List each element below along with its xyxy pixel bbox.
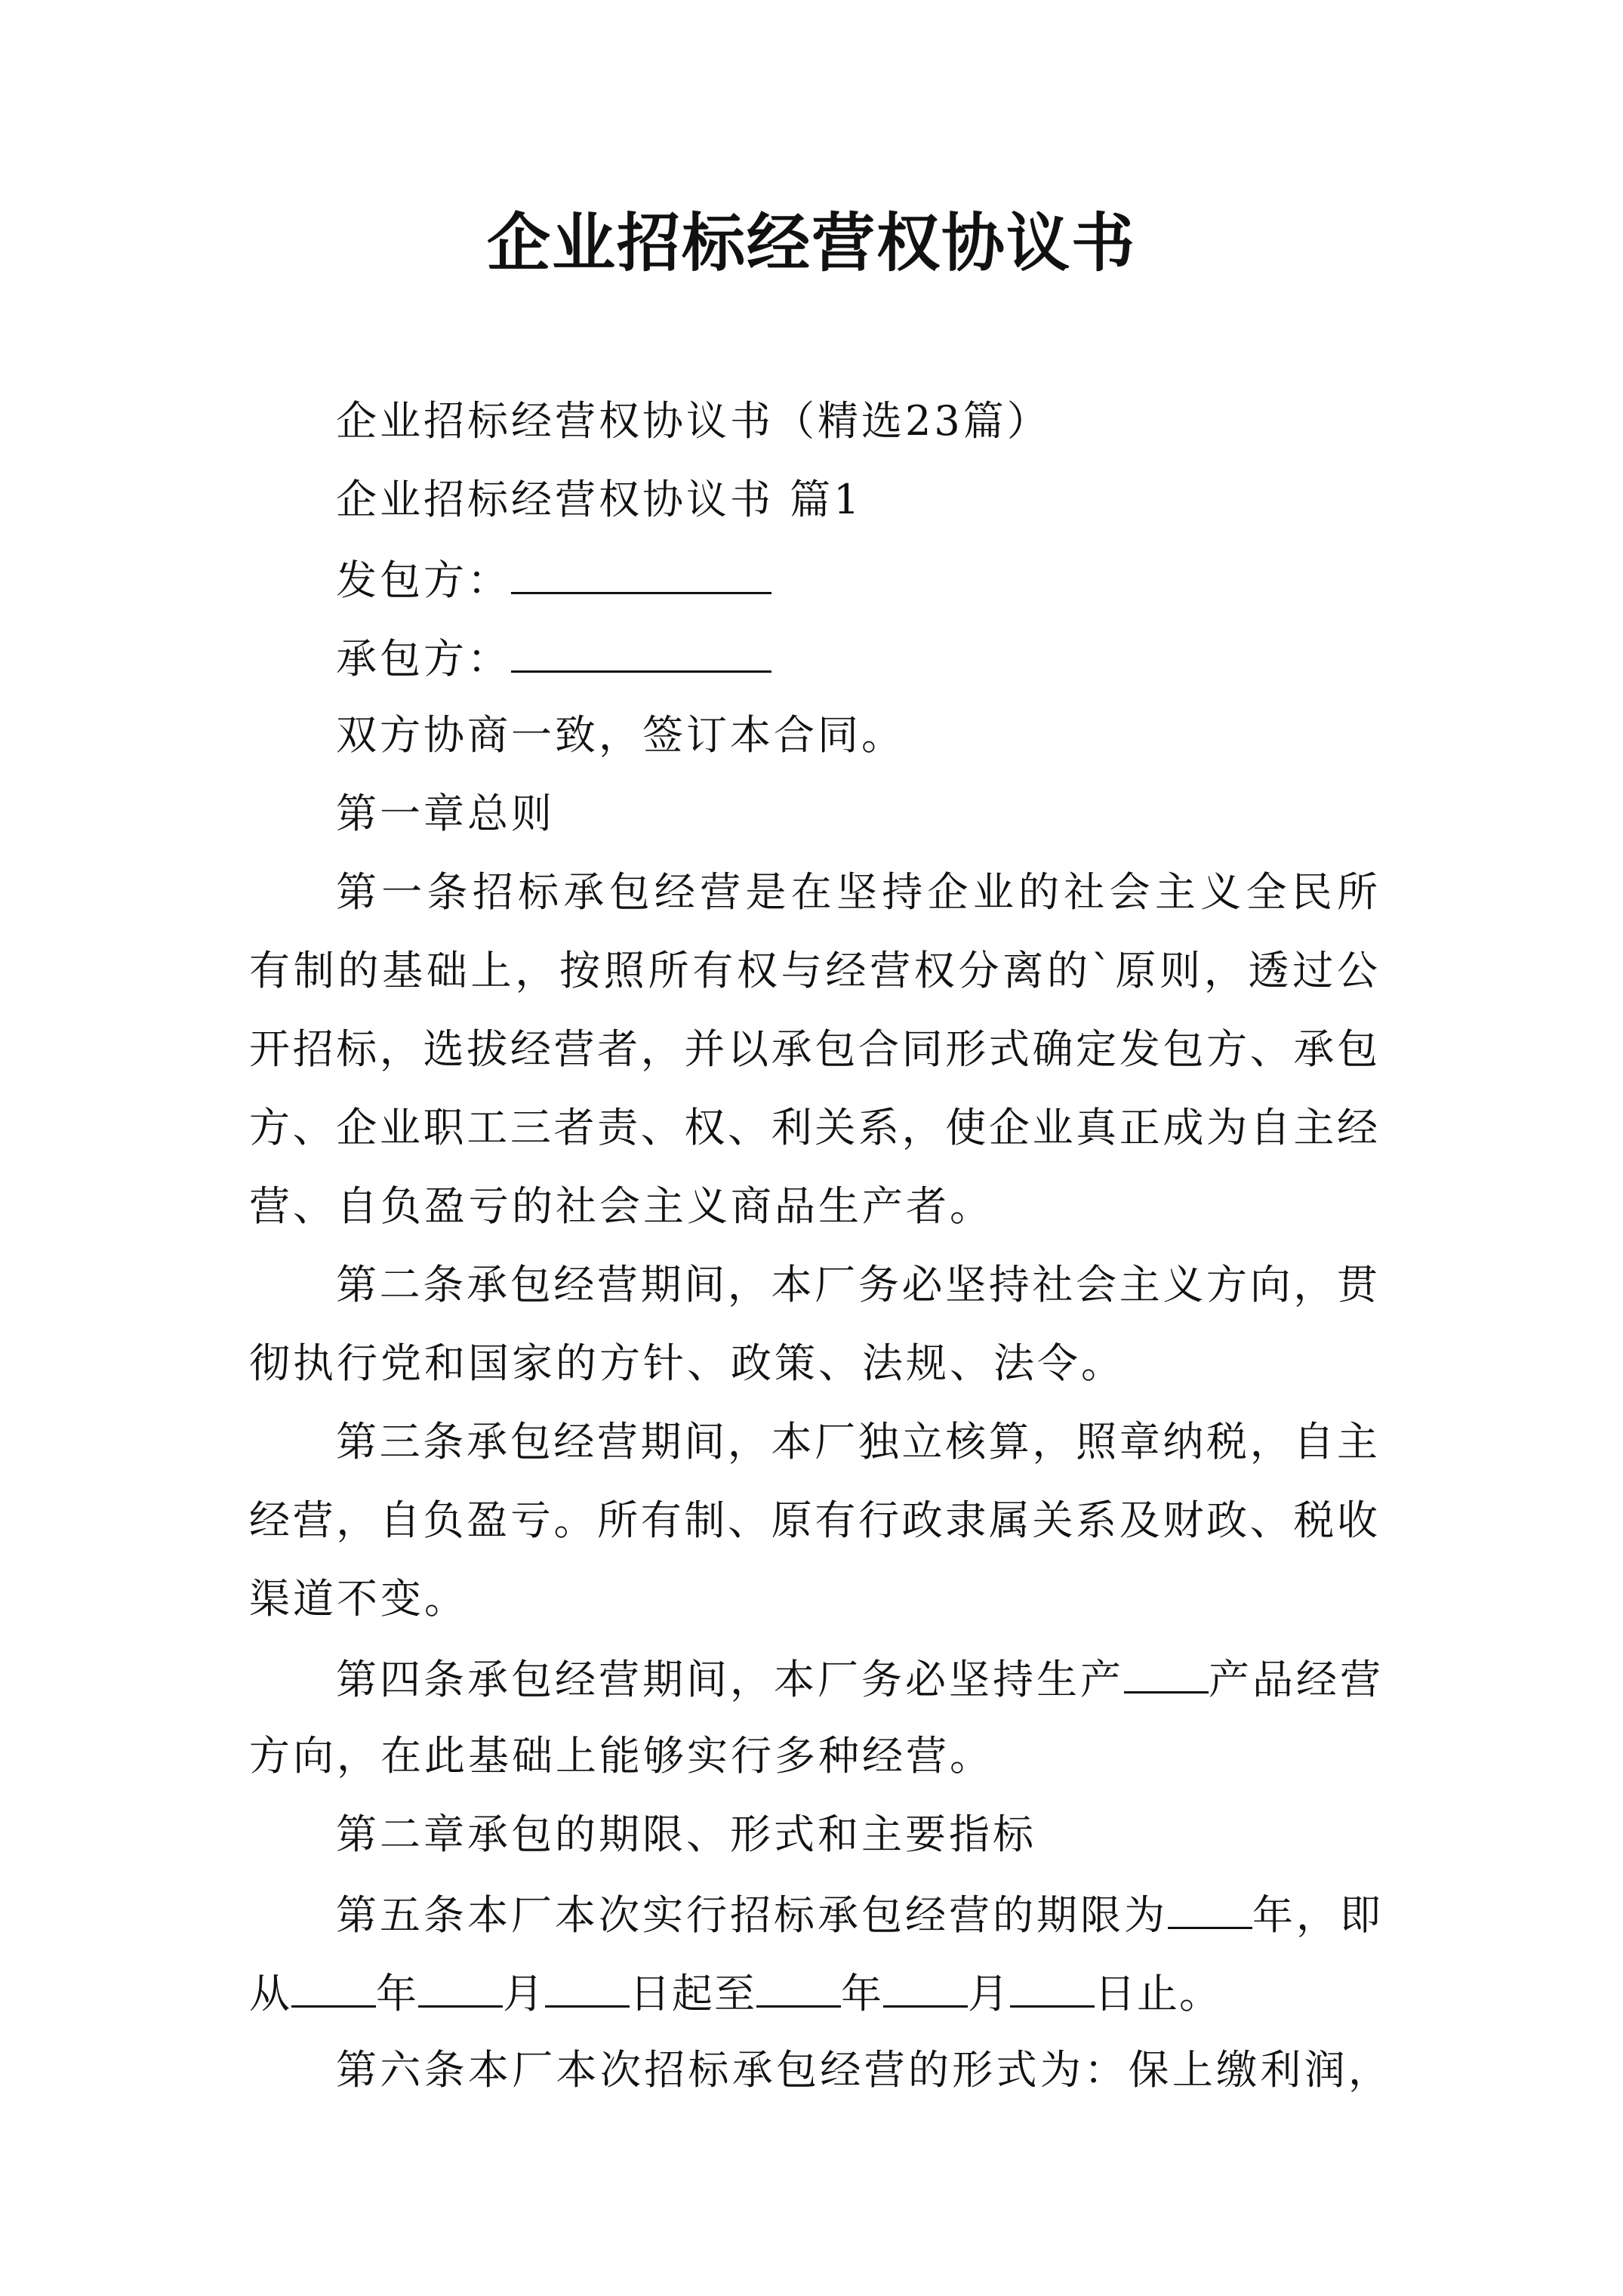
- party-b-blank: [511, 627, 771, 673]
- party-a-label: 发包方：: [336, 556, 511, 604]
- article-2-line-2: 彻执行党和国家的方针、政策、法规、法令。: [249, 1339, 1125, 1387]
- article-3-line-1: 第三条承包经营期间，本厂独立核算，照章纳税，自主: [336, 1418, 1378, 1465]
- party-a-blank: [511, 548, 771, 594]
- chapter-1-heading: 第一章总则: [336, 790, 555, 837]
- article-1-line-2: 有制的基础上，按照所有权与经营权分离的`原则，透过公: [249, 947, 1378, 994]
- party-b-label: 承包方：: [336, 635, 511, 683]
- article-5-text-a: 第五条本厂本次实行招标承包经营的期限为: [336, 1891, 1168, 1939]
- month-label-2: 月: [968, 1970, 1010, 2017]
- article-1-line-3: 开招标，选拔经营者，并以承包合同形式确定发包方、承包: [249, 1025, 1378, 1073]
- document-title: 企业招标经营权协议书: [486, 205, 1136, 280]
- product-blank: [1124, 1647, 1209, 1693]
- day-label-2: 日止。: [1095, 1970, 1221, 2017]
- article-6-line-1: 第六条本厂本次招标承包经营的形式为：保上缴利润，: [336, 2046, 1389, 2094]
- chapter-2-heading: 第二章承包的期限、形式和主要指标: [336, 1811, 1036, 1858]
- start-month-blank: [418, 1962, 503, 2008]
- end-year-blank: [756, 1962, 841, 2008]
- from-label: 从: [249, 1970, 291, 2017]
- section-heading: 企业招标经营权协议书 篇1: [336, 476, 863, 523]
- article-4-line-1: [336, 1647, 1384, 1710]
- start-year-blank: [291, 1962, 376, 2008]
- article-5-line-2: [249, 1962, 1221, 2024]
- article-3-line-3: 渠道不变。: [249, 1575, 468, 1623]
- day-label-1: 日起至: [630, 1970, 756, 2017]
- article-4-text-a: 第四条承包经营期间，本厂务必坚持生产: [336, 1656, 1124, 1703]
- agreement-line: 双方协商一致，签订本合同。: [336, 711, 905, 759]
- document-subtitle: 企业招标经营权协议书（精选23篇）: [336, 397, 1051, 445]
- term-years-blank: [1168, 1883, 1252, 1929]
- end-month-blank: [883, 1962, 968, 2008]
- article-1-line-4: 方、企业职工三者责、权、利关系，使企业真正成为自主经: [249, 1104, 1378, 1151]
- article-1-line-5: 营、自负盈亏的社会主义商品生产者。: [249, 1182, 993, 1230]
- party-b-line: [336, 627, 771, 689]
- year-label-1: 年: [376, 1970, 418, 2017]
- article-2-line-1: 第二条承包经营期间，本厂务必坚持社会主义方向，贯: [336, 1261, 1378, 1308]
- year-label-2: 年: [841, 1970, 883, 2017]
- party-a-line: [336, 548, 771, 611]
- article-1-line-1: 第一条招标承包经营是在坚持企业的社会主义全民所: [336, 868, 1378, 916]
- article-4-line-2: 方向，在此基础上能够实行多种经营。: [249, 1732, 993, 1780]
- end-day-blank: [1010, 1962, 1095, 2008]
- article-5-line-1: [336, 1883, 1384, 1946]
- start-day-blank: [545, 1962, 630, 2008]
- month-label-1: 月: [503, 1970, 545, 2017]
- article-5-text-b: 年，即: [1252, 1891, 1384, 1939]
- article-4-text-b: 产品经营: [1209, 1656, 1384, 1703]
- article-3-line-2: 经营，自负盈亏。所有制、原有行政隶属关系及财政、税收: [249, 1496, 1378, 1544]
